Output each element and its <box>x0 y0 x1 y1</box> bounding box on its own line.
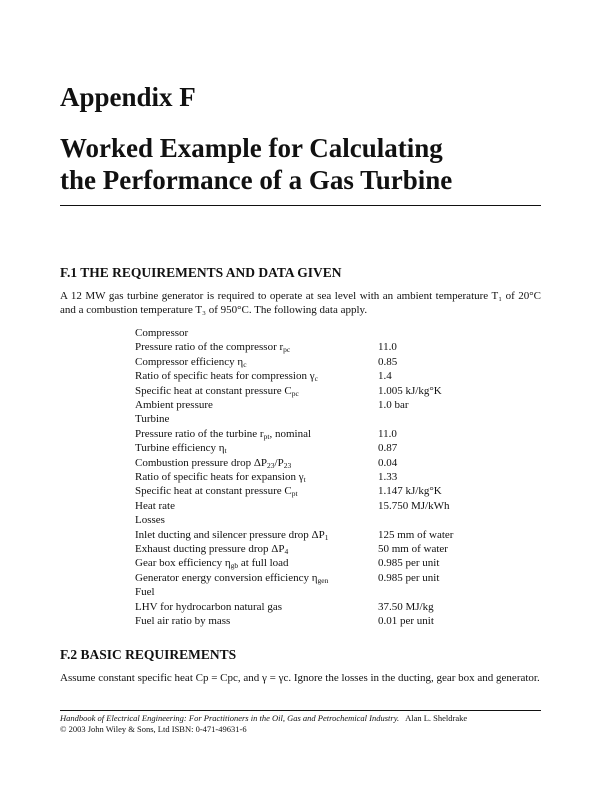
section-f1-paragraph: A 12 MW gas turbine generator is required to operate at sea level with an ambient temperature T₁ of 20°C and a combustion temperature T₃ of 950°C. The following data apply. <box>60 290 541 316</box>
table-row <box>135 399 515 412</box>
row-label-text: Gear box efficiency η <box>135 557 231 570</box>
table-row <box>135 529 515 542</box>
row-label <box>135 399 213 412</box>
row-label <box>135 341 290 354</box>
row-label-text: Heat rate <box>135 499 175 512</box>
row-label-text: Specific heat at constant pressure C <box>135 485 292 498</box>
table-row <box>135 442 515 455</box>
table-row <box>135 428 515 441</box>
table-row <box>135 485 515 498</box>
row-label-subscript: t <box>224 446 227 456</box>
footer-author: Alan L. Sheldrake <box>405 713 468 723</box>
footer-copyright: © 2003 John Wiley & Sons, Ltd ISBN: 0-471-49631-6 <box>60 724 247 734</box>
row-label <box>135 356 247 369</box>
row-value: 37.50 MJ/kg <box>378 600 434 613</box>
row-label-text: Compressor <box>135 327 189 339</box>
table-row <box>135 413 515 426</box>
table-row <box>135 615 515 628</box>
row-label <box>135 413 169 426</box>
footer-book-title: Handbook of Electrical Engineering: For Practitioners in the Oil, Gas and Petrochemical Industry. <box>60 713 400 723</box>
section-f2-paragraph: Assume constant specific heat Cp = Cpc, and γ = γc. Ignore the losses in the ducting, gear box and generator. <box>60 672 540 684</box>
row-label-text: Exhaust ducting pressure drop ΔP <box>135 543 285 555</box>
row-label-text: Pressure ratio of the compressor r <box>135 341 284 354</box>
row-label <box>135 485 298 498</box>
row-label-subscript: 1 <box>324 532 329 542</box>
title-divider <box>60 205 541 206</box>
row-value: 1.33 <box>378 471 398 483</box>
table-row <box>135 500 515 513</box>
table-row <box>135 543 515 556</box>
row-label-text: Pressure ratio of the turbine r <box>135 427 264 440</box>
row-value: 0.01 per unit <box>378 615 434 627</box>
row-label-subscript: c <box>243 359 247 369</box>
table-row <box>135 601 515 614</box>
row-label <box>135 457 291 470</box>
row-label <box>135 572 328 585</box>
row-label-subscript: pt <box>291 489 298 499</box>
row-label-text: Generator energy conversion efficiency η <box>135 571 318 584</box>
row-value: 0.85 <box>378 355 398 368</box>
table-row <box>135 471 515 484</box>
row-value: 0.985 per unit <box>378 571 440 584</box>
row-label <box>135 601 282 614</box>
section-heading-f1: F.1 THE REQUIREMENTS AND DATA GIVEN <box>60 265 342 280</box>
row-label <box>135 370 318 383</box>
row-label-text: Fuel air ratio by mass <box>135 615 231 627</box>
row-label-text: Ratio of specific heats for expansion γ <box>135 471 304 483</box>
row-label-subscript: pc <box>291 388 299 398</box>
table-row <box>135 341 515 354</box>
row-label <box>135 327 188 340</box>
table-row <box>135 557 515 570</box>
table-row <box>135 356 515 369</box>
row-label <box>135 428 311 441</box>
row-label-subscript: t <box>303 475 306 484</box>
row-label-subscript: 23 <box>283 460 292 470</box>
table-row <box>135 457 515 470</box>
row-value: 15.750 MJ/kWh <box>378 499 450 512</box>
row-label-text: Inlet ducting and silencer pressure drop ΔP <box>135 528 325 541</box>
row-label-subscript: c <box>314 374 318 384</box>
row-label-subscript: pt <box>263 431 270 441</box>
row-label-subscript: 23 <box>267 460 275 470</box>
row-label <box>135 557 289 570</box>
footer-citation <box>60 713 467 724</box>
row-label <box>135 500 175 513</box>
table-row <box>135 514 515 527</box>
row-value: 0.87 <box>378 442 398 455</box>
row-label <box>135 615 230 628</box>
footer-divider <box>60 710 541 711</box>
row-label <box>135 543 288 556</box>
row-label-suffix: , nominal <box>269 427 312 440</box>
row-label-text: Compressor efficiency η <box>135 355 244 368</box>
table-row <box>135 586 515 599</box>
row-label-text: Specific heat at constant pressure C <box>135 384 292 397</box>
row-label-subscript: gen <box>317 575 329 585</box>
row-label-text: Fuel <box>135 586 155 599</box>
section-heading-f2: F.2 BASIC REQUIREMENTS <box>60 647 237 662</box>
row-label <box>135 471 306 484</box>
table-row <box>135 370 515 383</box>
row-label-text: Turbine efficiency η <box>135 442 225 455</box>
row-value: 1.0 bar <box>378 399 409 411</box>
row-value: 50 mm of water <box>378 543 448 555</box>
appendix-label: Appendix F <box>60 82 196 112</box>
row-label-subscript: pc <box>283 345 291 355</box>
row-label <box>135 529 329 542</box>
row-label-text: Combustion pressure drop ΔP <box>135 456 268 469</box>
row-value: 0.985 per unit <box>378 557 440 570</box>
row-label-text: Ratio of specific heats for compression γ <box>135 370 315 383</box>
row-label-subscript: gb <box>230 561 239 571</box>
row-value: 11.0 <box>378 341 397 354</box>
table-row <box>135 385 515 398</box>
row-value: 1.005 kJ/kg°K <box>378 384 442 397</box>
row-label-suffix: at full load <box>238 557 289 570</box>
table-row <box>135 327 515 340</box>
row-label <box>135 586 155 599</box>
row-value: 1.147 kJ/kg°K <box>378 485 442 498</box>
row-value: 0.04 <box>378 456 398 469</box>
row-label <box>135 442 227 455</box>
row-value: 11.0 <box>378 427 397 440</box>
row-label <box>135 385 299 398</box>
row-value: 1.4 <box>378 370 392 383</box>
row-label-text: Losses <box>135 514 165 527</box>
title-line-2: the Performance of a Gas Turbine <box>60 165 453 195</box>
row-label-text: LHV for hydrocarbon natural gas <box>135 600 283 613</box>
row-label-text: Turbine <box>135 413 170 426</box>
row-label <box>135 514 165 527</box>
table-row <box>135 572 515 585</box>
row-value: 125 mm of water <box>378 528 454 541</box>
row-label-subscript: 4 <box>284 547 289 556</box>
row-label-text: Ambient pressure <box>135 399 213 411</box>
row-label-suffix: /P <box>274 456 284 469</box>
title-line-1: Worked Example for Calculating <box>60 133 443 163</box>
